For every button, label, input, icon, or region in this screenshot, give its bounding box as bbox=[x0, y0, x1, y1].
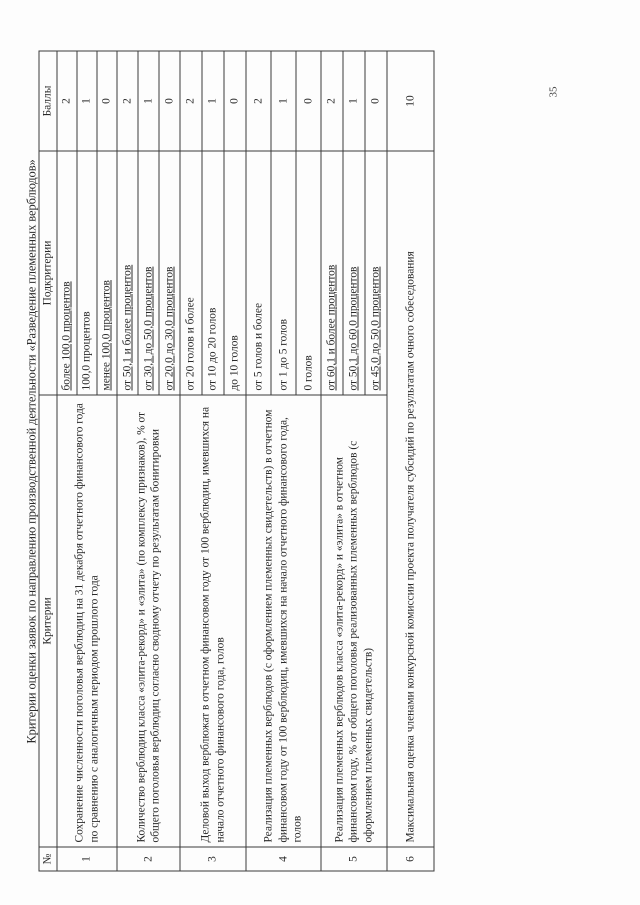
criterion-cell: Количество верблюдиц класса «элита-рекорд» и «элита» (по комплексу признаков), % от общего поголовья верблюдиц согласно сводному отчету по результатам бонитировки bbox=[117, 395, 180, 847]
row-number: 5 bbox=[321, 847, 387, 871]
header-subcriterion: Подкритерии bbox=[39, 151, 57, 395]
header-score: Баллы bbox=[39, 51, 57, 151]
table-row bbox=[180, 51, 202, 871]
subcriterion-cell bbox=[138, 151, 159, 395]
row-number: 6 bbox=[387, 847, 434, 871]
score-cell: 10 bbox=[387, 51, 434, 151]
criterion-cell: Максимальная оценка членами конкурсной комиссии проекта получателя субсидий по результатам очного собеседования bbox=[387, 151, 434, 847]
score-cell: 2 bbox=[180, 51, 202, 151]
subcriterion-text: от 50,1 и более процентов bbox=[121, 264, 134, 391]
row-number: 3 bbox=[180, 847, 246, 871]
subcriterion-text: от 30,1 до 50,0 процентов bbox=[142, 266, 155, 391]
table-row bbox=[117, 51, 138, 871]
subcriterion-cell: до 10 голов bbox=[224, 151, 246, 395]
table-header-row bbox=[39, 51, 57, 871]
page-number: 35 bbox=[547, 86, 560, 98]
score-cell: 2 bbox=[321, 51, 343, 151]
subcriterion-cell: от 1 до 5 голов bbox=[271, 151, 296, 395]
header-criterion: Критерии bbox=[39, 395, 57, 847]
score-cell: 0 bbox=[224, 51, 246, 151]
subcriterion-cell bbox=[365, 151, 387, 395]
subcriterion-cell bbox=[159, 151, 180, 395]
table-row bbox=[321, 51, 343, 871]
criterion-cell: Деловой выход верблюжат в отчетном финансовом году от 100 верблюдиц, имевшихся на начало отчетного финансового года, голов bbox=[180, 395, 246, 847]
subcriterion-cell bbox=[321, 151, 343, 395]
score-cell: 1 bbox=[77, 51, 97, 151]
subcriterion-cell: от 20 голов и более bbox=[180, 151, 202, 395]
score-cell: 0 bbox=[365, 51, 387, 151]
score-cell: 1 bbox=[271, 51, 296, 151]
score-cell: 1 bbox=[343, 51, 365, 151]
score-cell: 2 bbox=[246, 51, 271, 151]
subcriterion-cell bbox=[117, 151, 138, 395]
subcriterion-text: от 45,0 до 50,0 процентов bbox=[369, 266, 382, 391]
score-cell: 0 bbox=[296, 51, 321, 151]
score-cell: 1 bbox=[202, 51, 224, 151]
subcriterion-text: от 20,0 до 30,0 процентов bbox=[163, 266, 176, 391]
subcriterion-cell bbox=[57, 151, 77, 395]
score-cell: 1 bbox=[138, 51, 159, 151]
criterion-cell: Сохранение численности поголовья верблюдиц на 31 декабря отчетного финансового года по сравнению с аналогичным периодом прошлого года bbox=[57, 395, 117, 847]
criterion-cell: Реализация племенных верблюдов класса «элита-рекорд» и «элита» в отчетном финансовом году, % от общего поголовья реализованных племенных верблюдов (с оформлением племенных свидетельств) bbox=[321, 395, 387, 847]
row-number: 2 bbox=[117, 847, 180, 871]
subcriterion-text: от 60,1 и более процентов bbox=[325, 264, 338, 391]
rotated-sheet bbox=[1, 0, 640, 905]
subcriterion-text: более 100,0 процентов bbox=[60, 281, 73, 391]
criteria-table bbox=[39, 51, 435, 872]
table-row bbox=[57, 51, 77, 871]
subcriterion-cell: 0 голов bbox=[296, 151, 321, 395]
table-caption: Критерии оценки заявок по направлению производственной деятельности «Разведение племенных верблюдов» bbox=[24, 159, 39, 744]
subcriterion-text: от 50,1 до 60,0 процентов bbox=[347, 266, 360, 391]
row-number: 1 bbox=[57, 847, 117, 871]
score-cell: 0 bbox=[97, 51, 117, 151]
criterion-cell: Реализация племенных верблюдов (с оформлением племенных свидетельств) в отчетном финансовом году от 100 верблюдиц, имевшихся на начало отчетного финансового года, голов bbox=[246, 395, 321, 847]
subcriterion-cell: от 10 до 20 голов bbox=[202, 151, 224, 395]
table-row bbox=[387, 51, 434, 871]
score-cell: 2 bbox=[117, 51, 138, 151]
table-row bbox=[246, 51, 271, 871]
row-number: 4 bbox=[246, 847, 321, 871]
header-num: № bbox=[39, 847, 57, 871]
subcriterion-cell bbox=[343, 151, 365, 395]
subcriterion-cell: от 5 голов и более bbox=[246, 151, 271, 395]
score-cell: 0 bbox=[159, 51, 180, 151]
subcriterion-cell: 100,0 процентов bbox=[77, 151, 97, 395]
subcriterion-cell bbox=[97, 151, 117, 395]
score-cell: 2 bbox=[57, 51, 77, 151]
subcriterion-text: менее 100,0 процентов bbox=[100, 280, 113, 391]
